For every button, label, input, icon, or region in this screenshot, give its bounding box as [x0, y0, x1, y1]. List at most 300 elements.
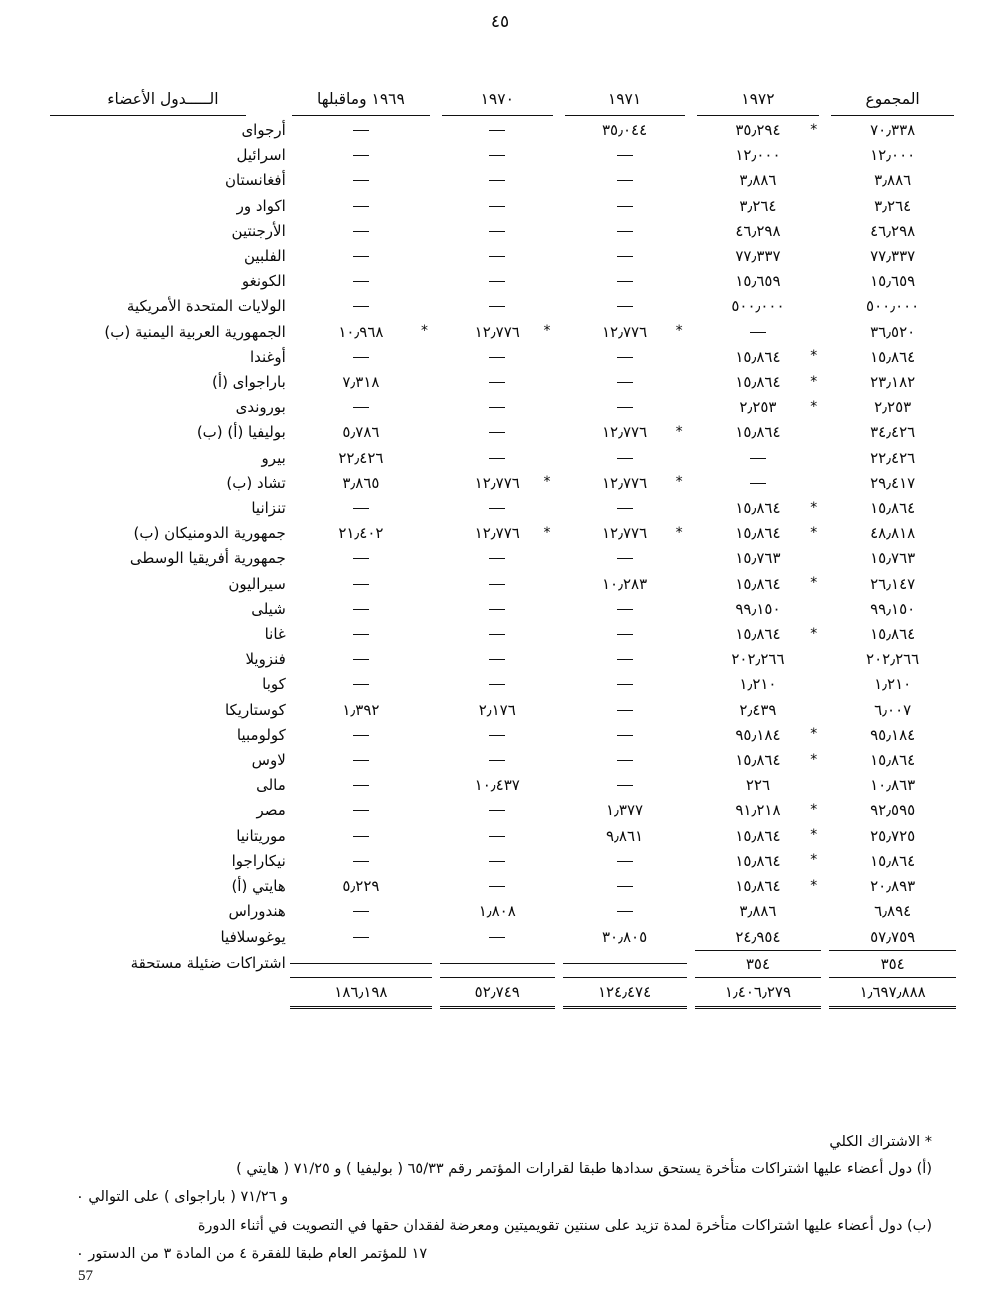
footnote-a-line2: و ٧١/٢٦ ( باراجواى ) على التوالي ٠: [76, 1188, 289, 1205]
cell-y1970: [436, 572, 558, 597]
cell-total: ٢٥٫٧٢٥: [870, 826, 916, 845]
cell-country: كوستاريكا: [224, 700, 286, 719]
cell-y1970: * ١٢٫٧٧٦: [436, 471, 558, 496]
dash-marker-icon: [617, 886, 633, 887]
cell-y1972: ٣٫٢٦٤: [739, 196, 777, 215]
cell-country: الفلبين: [244, 247, 286, 266]
dash-marker-icon: [617, 256, 633, 257]
dash-marker-icon: [750, 332, 766, 333]
grand-total-value: ١٢٤٫٤٧٤: [563, 977, 687, 1009]
cell-y1969: [286, 672, 436, 697]
cell-y1971: [559, 849, 691, 874]
cell-total: ١٥٫٨٦٤: [870, 625, 916, 644]
cell-y1969: [286, 118, 436, 143]
cell-country: تشاد (ب): [226, 473, 286, 492]
cell-total: ٦٫٠٠٧: [874, 700, 912, 719]
star-marker-icon: *: [810, 373, 818, 390]
dash-marker-icon: [617, 760, 633, 761]
cell-total: ١٥٫٨٦٤: [870, 751, 916, 770]
dash-marker-icon: [489, 861, 505, 862]
cell-y1972: [691, 471, 826, 496]
table-row: [40, 168, 960, 193]
cell-y1970: * ١٢٫٧٧٦: [436, 320, 558, 345]
cell-y1971: [559, 597, 691, 622]
cell-y1970: [436, 446, 558, 471]
cell-total: ٣٦٫٥٢٠: [870, 322, 916, 341]
cell-y1969: [286, 798, 436, 823]
cell-y1972: * ١٥٫٨٦٤: [691, 572, 826, 597]
cell-y1970: ٢٫١٧٦: [478, 700, 516, 719]
dash-marker-icon: [353, 231, 369, 232]
star-marker-icon: *: [810, 751, 818, 768]
cell-country: الأرجنتين: [231, 221, 286, 240]
dash-marker-icon: [617, 306, 633, 307]
dash-marker-icon: [489, 407, 505, 408]
star-marker-icon: *: [543, 323, 551, 340]
cell-y1969: [286, 647, 436, 672]
cell-y1972: ٩٩٫١٥٠: [735, 599, 781, 618]
dash-marker-icon: [353, 407, 369, 408]
dash-marker-icon: [489, 357, 505, 358]
table-row: [40, 723, 960, 748]
table-row: [40, 219, 960, 244]
table-row: [40, 773, 960, 798]
cell-y1970: [436, 874, 558, 899]
cell-country: تنزانيا: [251, 499, 286, 518]
star-marker-icon: *: [675, 524, 683, 541]
cell-y1972: * ١٥٫٨٦٤: [691, 622, 826, 647]
table-row: [40, 824, 960, 849]
dash-marker-icon: [617, 735, 633, 736]
cell-country: مالى: [256, 776, 286, 795]
cell-y1971: [559, 345, 691, 370]
dash-marker-icon: [489, 810, 505, 811]
dash-marker-icon: [617, 407, 633, 408]
cell-country: مصر: [256, 801, 286, 820]
cell-country: بوليفيا (أ) (ب): [196, 423, 286, 442]
cell-y1970: ١٠٫٤٣٧: [474, 776, 520, 795]
cell-y1971: * ١٢٫٧٧٦: [559, 471, 691, 496]
footnote-star: * الاشتراك الكلي: [829, 1134, 932, 1150]
cell-total: ٩٥٫١٨٤: [870, 725, 916, 744]
header-1970: ١٩٧٠: [480, 90, 514, 108]
cell-y1971: ١٫٣٧٧: [605, 801, 644, 820]
cell-y1970: [436, 925, 558, 950]
dash-marker-icon: [353, 785, 369, 786]
table-row-totals: [40, 977, 960, 1009]
cell-y1972: ٣٫٨٨٦: [739, 902, 777, 921]
cell-y1970: [436, 798, 558, 823]
cell-country: أفغانستان: [224, 171, 286, 190]
cell-y1971: ٣٠٫٨٠٥: [601, 927, 648, 946]
page-number-bottom: 57: [78, 1268, 93, 1284]
cell-total: ١٢٫٠٠٠: [870, 146, 916, 165]
footnote-b-line1: (ب) دول أعضاء عليها اشتراكات متأخرة لمدة تزيد على سنتين تقويميتين ومعرضة لفقدان حقها في التصويت في أثناء الدورة: [197, 1218, 932, 1235]
cell-country: جمهورية الدومنيكان (ب): [133, 524, 286, 543]
star-marker-icon: *: [543, 524, 551, 541]
dash-marker-icon: [617, 508, 633, 509]
cell-y1969: [286, 395, 436, 420]
header-total: المجموع: [865, 90, 920, 108]
cell-y1969: ٥٫٧٨٦: [342, 423, 380, 442]
cell-y1972: * ١٥٫٨٦٤: [691, 849, 826, 874]
table-row: [40, 244, 960, 269]
cell-y1969: ٧٫٣١٨: [342, 373, 380, 392]
cell-total: ٣٫٢٦٤: [874, 196, 912, 215]
dash-marker-icon: [353, 937, 369, 938]
cell-y1969: [286, 219, 436, 244]
dash-marker-icon: [489, 634, 505, 635]
table-row: [40, 370, 960, 395]
dash-marker-icon: [617, 382, 633, 383]
cell-total: ٢٣٫١٨٢: [870, 373, 916, 392]
cell-y1970: [436, 420, 558, 445]
dash-marker-icon: [353, 911, 369, 912]
cell-y1970: [436, 622, 558, 647]
cell-country: الولايات المتحدة الأمريكية: [126, 297, 286, 316]
cell-y1970: * ١٢٫٧٧٦: [436, 521, 558, 546]
table-row: [40, 698, 960, 723]
cell-total-y1972: [691, 977, 826, 1009]
cell-y1972: ٢٠٢٫٢٦٦: [731, 650, 785, 669]
cell-country: نيكاراجوا: [231, 851, 286, 870]
dash-marker-icon: [617, 609, 633, 610]
dash-marker-icon: [353, 256, 369, 257]
star-marker-icon: *: [675, 423, 683, 440]
cell-total: ٢٫٢٥٣: [874, 398, 912, 417]
table-row: [40, 672, 960, 697]
subtotal-rule: [563, 963, 687, 964]
grand-total-value: ١٫٤٠٦٫٢٧٩: [695, 977, 822, 1009]
dash-marker-icon: [489, 231, 505, 232]
dash-marker-icon: [489, 155, 505, 156]
cell-y1969: [286, 899, 436, 924]
header-1971: ١٩٧١: [607, 90, 642, 108]
table-row: [40, 849, 960, 874]
cell-total: ٥٠٠٫٠٠٠: [866, 297, 920, 316]
subtotal-rule: ٣٥٤: [829, 950, 956, 977]
dash-marker-icon: [489, 180, 505, 181]
cell-total: ١٫٢١٠: [874, 675, 912, 694]
cell-y1969: [286, 773, 436, 798]
dash-marker-icon: [353, 836, 369, 837]
cell-y1970: [436, 672, 558, 697]
table-row: [40, 118, 960, 143]
cell-y1969: [286, 244, 436, 269]
subtotal-rule: [440, 963, 554, 964]
dash-marker-icon: [489, 684, 505, 685]
header-country: الـــــدول الأعضاء: [107, 90, 219, 108]
dash-marker-icon: [353, 810, 369, 811]
contributions-table: [40, 86, 960, 1009]
cell-y1970: [436, 143, 558, 168]
cell-total: ٤٨٫٨١٨: [870, 524, 916, 543]
cell-total: ١٥٫٧٦٣: [870, 549, 916, 568]
dash-marker-icon: [489, 206, 505, 207]
cell-y1970: [436, 597, 558, 622]
cell-total: ١٥٫٨٦٤: [870, 499, 916, 518]
cell-country: لاوس: [251, 751, 286, 770]
cell-y1970: [436, 194, 558, 219]
cell-country: بوروندى: [235, 398, 286, 417]
cell-total: ٣٫٨٨٦: [874, 171, 912, 190]
cell-country: سيراليون: [228, 574, 286, 593]
cell-y1971: * ١٢٫٧٧٦: [559, 420, 691, 445]
cell-country: هندوراس: [228, 902, 286, 921]
cell-total-y1969: [286, 977, 436, 1009]
star-marker-icon: *: [810, 348, 818, 365]
star-marker-icon: *: [810, 801, 818, 818]
header-1972: ١٩٧٢: [741, 90, 775, 108]
cell-y1972: * ١٥٫٨٦٤: [691, 370, 826, 395]
cell-y1971: [559, 773, 691, 798]
dash-marker-icon: [353, 558, 369, 559]
grand-total-value: ٥٢٫٧٤٩: [440, 977, 554, 1009]
table-body: [40, 118, 960, 1009]
dash-marker-icon: [489, 836, 505, 837]
dash-marker-icon: [353, 357, 369, 358]
cell-country: موريتانيا: [236, 826, 286, 845]
cell-total: ٩٩٫١٥٠: [870, 599, 916, 618]
cell-country: فنزويلا: [245, 650, 286, 669]
cell-total: ٢٩٫٤١٧: [870, 473, 916, 492]
footnote-a-line1: (أ) دول أعضاء عليها اشتراكات متأخرة يستحق سدادها طبقا لقرارات المؤتمر رقم ٦٥/٣٣ ( بوليفيا ) و ٧١/٢٥ ( هايتي ): [236, 1161, 932, 1178]
footnotes: [46, 1130, 960, 1271]
cell-y1971: [559, 194, 691, 219]
grand-total-value: ١٨٦٫١٩٨: [290, 977, 432, 1009]
cell-y1969: ٣٫٨٦٥: [342, 473, 380, 492]
cell-y1972: ١٢٫٠٠٠: [735, 146, 781, 165]
dash-marker-icon: [617, 180, 633, 181]
star-marker-icon: *: [810, 852, 818, 869]
dash-marker-icon: [353, 180, 369, 181]
cell-y1972: ٢٤٫٩٥٤: [735, 927, 781, 946]
dash-marker-icon: [750, 458, 766, 459]
cell-y1970: ١٫٨٠٨: [478, 902, 516, 921]
star-marker-icon: *: [675, 474, 683, 491]
cell-country: باراجواى (أ): [212, 373, 286, 392]
cell-country: بيرو: [261, 448, 286, 467]
cell-country: اسرائيل: [236, 146, 286, 165]
dash-marker-icon: [489, 659, 505, 660]
table-row: [40, 572, 960, 597]
cell-y1971: [559, 269, 691, 294]
dash-marker-icon: [353, 861, 369, 862]
cell-y1971: [559, 672, 691, 697]
table-row: [40, 874, 960, 899]
cell-y1972: [691, 446, 826, 471]
table-row: [40, 320, 960, 345]
table-row: [40, 597, 960, 622]
cell-total: ٦٫٨٩٤: [874, 902, 912, 921]
table-row: [40, 622, 960, 647]
cell-y1969: ٢٢٫٤٢٦: [338, 448, 384, 467]
cell-y1971: ١٠٫٢٨٣: [601, 574, 648, 593]
cell-y1969: [286, 572, 436, 597]
star-marker-icon: *: [543, 474, 551, 491]
cell-y1971: * ١٢٫٧٧٦: [559, 521, 691, 546]
cell-y1972: ٧٧٫٣٣٧: [735, 247, 781, 266]
cell-y1969: ٥٫٢٢٩: [342, 877, 380, 896]
cell-y1969: [286, 622, 436, 647]
grand-total-value: ١٫٦٩٧٫٨٨٨: [829, 977, 956, 1009]
cell-y1972: ٤٦٫٢٩٨: [735, 221, 781, 240]
cell-total: ١٠٫٨٦٣: [870, 776, 916, 795]
cell-y1972: * ٩١٫٢١٨: [691, 798, 826, 823]
cell-y1970: [436, 118, 558, 143]
cell-y1970: [436, 219, 558, 244]
cell-y1972: * ١٥٫٨٦٤: [691, 748, 826, 773]
cell-y1972: * ٢٫٢٥٣: [691, 395, 826, 420]
table-row: [40, 471, 960, 496]
cell-y1969: [286, 269, 436, 294]
star-marker-icon: *: [810, 625, 818, 642]
dash-marker-icon: [489, 609, 505, 610]
table-row: [40, 521, 960, 546]
table-row: [40, 345, 960, 370]
cell-y1969: [286, 824, 436, 849]
cell-y1971: [559, 748, 691, 773]
cell-y1971: [559, 446, 691, 471]
dash-marker-icon: [353, 584, 369, 585]
table-row: [40, 925, 960, 950]
cell-y1972: ١٥٫٦٥٩: [735, 272, 781, 291]
cell-totals-label: [40, 977, 286, 1009]
cell-y1969: [286, 748, 436, 773]
dash-marker-icon: [489, 584, 505, 585]
cell-y1971: [559, 219, 691, 244]
cell-y1971: [559, 294, 691, 319]
dash-marker-icon: [353, 206, 369, 207]
star-marker-icon: *: [675, 323, 683, 340]
table-row: [40, 798, 960, 823]
cell-country: يوغوسلافيا: [220, 927, 286, 946]
subtotal-rule: ٣٥٤: [695, 950, 822, 977]
table-header: [40, 86, 960, 118]
star-marker-icon: *: [810, 121, 818, 138]
table-row: [40, 194, 960, 219]
dash-marker-icon: [617, 558, 633, 559]
cell-total: ٢٠٢٫٢٦٦: [866, 650, 920, 669]
cell-y1969: [286, 496, 436, 521]
cell-y1971: [559, 899, 691, 924]
dash-marker-icon: [353, 659, 369, 660]
page-number-top: ٤٥: [490, 12, 510, 32]
dash-marker-icon: [489, 458, 505, 459]
cell-y1969: [286, 723, 436, 748]
cell-y1971: [559, 698, 691, 723]
cell-y1969: [286, 143, 436, 168]
cell-total: ١٥٫٨٦٤: [870, 347, 916, 366]
cell-small-total: [825, 950, 960, 977]
table-row-small-subscriptions: [40, 950, 960, 977]
table-row: [40, 899, 960, 924]
dash-marker-icon: [617, 785, 633, 786]
cell-y1972: ١٫٢١٠: [739, 675, 777, 694]
cell-total: ٧٧٫٣٣٧: [870, 247, 916, 266]
dash-marker-icon: [489, 281, 505, 282]
cell-y1972: * ١٥٫٨٦٤: [691, 824, 826, 849]
cell-y1970: [436, 395, 558, 420]
dash-marker-icon: [353, 609, 369, 610]
cell-y1969: [286, 597, 436, 622]
cell-y1970: [436, 723, 558, 748]
dash-marker-icon: [489, 735, 505, 736]
dash-marker-icon: [353, 130, 369, 131]
cell-y1971: [559, 370, 691, 395]
dash-marker-icon: [489, 432, 505, 433]
star-marker-icon: *: [810, 524, 818, 541]
header-1969: ١٩٦٩ وماقبلها: [316, 90, 405, 108]
cell-country: أرجواى: [241, 121, 286, 139]
table-row: [40, 446, 960, 471]
cell-y1969: ١٫٣٩٢: [342, 700, 380, 719]
cell-y1969: [286, 168, 436, 193]
cell-small-y1971: [559, 950, 691, 977]
cell-total: ٥٧٫٧٥٩: [870, 927, 916, 946]
cell-y1972: * ١٥٫٨٦٤: [691, 521, 826, 546]
cell-y1972: ١٥٫٧٦٣: [735, 549, 781, 568]
cell-small-y1972: [691, 950, 826, 977]
cell-y1972: ١٥٫٨٦٤: [735, 423, 781, 442]
cell-y1970: [436, 748, 558, 773]
dash-marker-icon: [617, 861, 633, 862]
cell-country: شيلى: [251, 599, 286, 618]
table-row: [40, 496, 960, 521]
footnote-b-line2: ١٧ للمؤتمر العام طبقا للفقرة ٤ من المادة ٣ من الدستور ٠: [76, 1245, 428, 1262]
dash-marker-icon: [617, 231, 633, 232]
dash-marker-icon: [617, 206, 633, 207]
cell-y1969: * ١٠٫٩٦٨: [286, 320, 436, 345]
cell-y1970: [436, 294, 558, 319]
dash-marker-icon: [617, 684, 633, 685]
cell-country: أوغندا: [249, 347, 286, 366]
cell-total: ١٥٫٦٥٩: [870, 272, 916, 291]
cell-country: كوبا: [262, 675, 286, 694]
cell-y1971: [559, 143, 691, 168]
dash-marker-icon: [617, 357, 633, 358]
cell-y1970: [436, 647, 558, 672]
star-marker-icon: *: [421, 323, 429, 340]
cell-country: جمهورية أفريقيا الوسطى: [129, 549, 286, 568]
cell-total-y1971: [559, 977, 691, 1009]
cell-y1971: [559, 622, 691, 647]
table-row: [40, 269, 960, 294]
cell-y1972: ٣٫٨٨٦: [739, 171, 777, 190]
table-row: [40, 647, 960, 672]
dash-marker-icon: [750, 483, 766, 484]
cell-y1970: [436, 496, 558, 521]
cell-y1970: [436, 824, 558, 849]
table-row: [40, 748, 960, 773]
cell-y1971: [559, 244, 691, 269]
dash-marker-icon: [489, 382, 505, 383]
dash-marker-icon: [617, 911, 633, 912]
star-marker-icon: *: [810, 575, 818, 592]
cell-y1970: [436, 244, 558, 269]
table-row: [40, 420, 960, 445]
dash-marker-icon: [617, 458, 633, 459]
cell-total-total: [825, 977, 960, 1009]
star-marker-icon: *: [810, 726, 818, 743]
dash-marker-icon: [353, 281, 369, 282]
cell-total: ١٥٫٨٦٤: [870, 851, 916, 870]
cell-y1970: [436, 345, 558, 370]
cell-y1969: [286, 294, 436, 319]
cell-total: ٢٢٫٤٢٦: [870, 448, 916, 467]
dash-marker-icon: [353, 684, 369, 685]
cell-country: غانا: [264, 625, 286, 644]
